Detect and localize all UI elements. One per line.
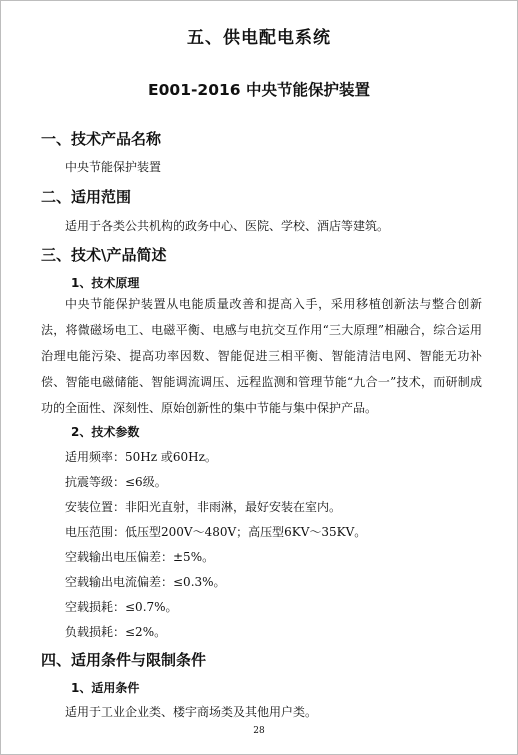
product-name-text: 中央节能保护装置 xyxy=(65,160,162,174)
param-seismic: 抗震等级：≤6级。 xyxy=(65,475,167,489)
section-heading-product-name: 一、技术产品名称 xyxy=(41,130,162,148)
section-heading-conditions: 四、适用条件与限制条件 xyxy=(41,651,207,669)
param-installation: 安装位置：非阳光直射，非雨淋，最好安装在室内。 xyxy=(65,500,342,514)
chapter-title: 五、供电配电系统 xyxy=(187,28,331,48)
applicable-conditions-text: 适用于工业企业类、楼宇商场类及其他用户类。 xyxy=(65,705,318,719)
scope-text: 适用于各类公共机构的政务中心、医院、学校、酒店等建筑。 xyxy=(65,219,390,233)
param-voltage-deviation: 空载输出电压偏差：±5%。 xyxy=(65,550,215,564)
section-heading-description: 三、技术\产品简述 xyxy=(41,246,167,264)
page-number: 28 xyxy=(253,726,265,736)
subheading-applicable-conditions: 1、适用条件 xyxy=(71,681,140,695)
param-noload-loss: 空载损耗：≤0.7%。 xyxy=(65,600,178,614)
subheading-parameters: 2、技术参数 xyxy=(71,425,140,439)
param-frequency: 适用频率：50Hz 或60Hz。 xyxy=(65,450,217,464)
section-heading-scope: 二、适用范围 xyxy=(41,188,132,206)
param-current-deviation: 空载输出电流偏差：≤0.3%。 xyxy=(65,575,226,589)
subheading-principle: 1、技术原理 xyxy=(71,276,140,290)
principle-paragraph: 中央节能保护装置从电能质量改善和提高入手，采用移植创新法与整合创新法，将微磁场电工、电磁平衡、电感与电抗交互作用“三大原理”相融合，综合运用治理电能污染、提高功率因数、智能促进三相平衡、智能清洁电网、智能无功补偿、智能电磁储能、智能调流调压、远程监测和管理节能“九合一”技术，而研制成功的全面性、深刻性、原始创新性的集中节能与集中保护产品。 xyxy=(41,297,482,415)
document-title: E001-2016 中央节能保护装置 xyxy=(148,81,370,99)
param-load-loss: 负载损耗：≤2%。 xyxy=(65,625,167,639)
param-voltage-range: 电压范围：低压型200V～480V；高压型6KV～35KV。 xyxy=(65,525,367,539)
